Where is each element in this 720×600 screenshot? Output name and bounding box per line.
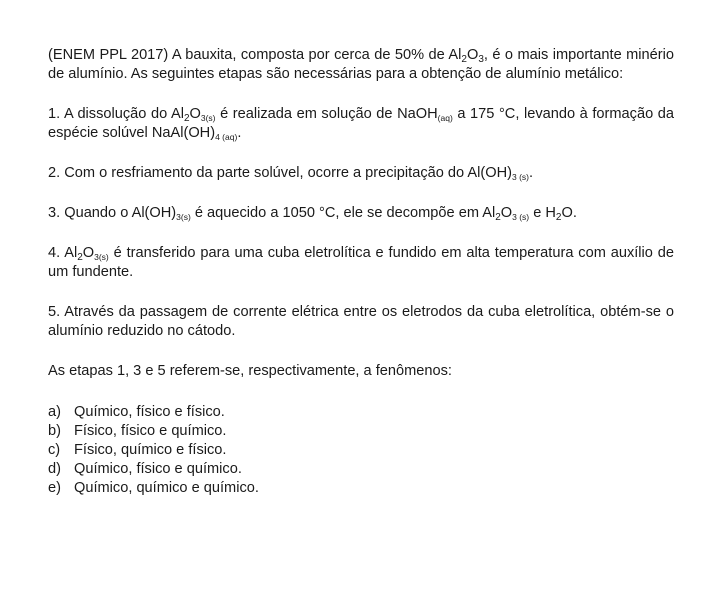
step-4 — [48, 244, 674, 282]
option-letter: a) — [48, 404, 61, 420]
option-text: Químico, químico e químico. — [74, 480, 259, 496]
step-text: é transferido para uma cuba eletrolítica e fundido em alta temperatura com auxílio de um fundente. — [48, 245, 674, 280]
step-1 — [48, 105, 674, 143]
subscript: 3 (s) — [512, 212, 530, 222]
option-text: Químico, físico e químico. — [74, 461, 242, 477]
subscript: 2 — [183, 113, 190, 124]
subscript: 3(s) — [94, 252, 109, 262]
step-text: . — [237, 125, 242, 141]
subscript: 4 (aq) — [215, 132, 238, 142]
step-text: 1. A dissolução do Al — [48, 106, 184, 122]
step-text: 5. Através da passagem de corrente elétrica entre os eletrodos da cuba eletrolítica, obtém-se o alumínio reduzido no cátodo. — [48, 304, 674, 339]
step-text: O — [189, 106, 201, 122]
step-text: é aquecido a 1050 °C, ele se decompõe em Al — [190, 205, 496, 221]
step-text: 2. Com o resfriamento da parte solúvel, ocorre a precipitação do Al(OH) — [48, 165, 512, 181]
step-2 — [48, 164, 674, 183]
subscript: 3 — [478, 54, 484, 65]
subscript: 2 — [461, 54, 467, 65]
intro-text: O — [466, 47, 479, 63]
subscript: 3 (s) — [511, 172, 529, 182]
option-e[interactable] — [48, 479, 674, 498]
step-text: 3. Quando o Al(OH) — [48, 205, 177, 221]
option-letter: b) — [48, 423, 61, 439]
option-letter: d) — [48, 461, 61, 477]
step-text: O — [500, 205, 513, 221]
subscript: 2 — [77, 252, 83, 263]
question-block — [48, 46, 674, 498]
intro-text: (ENEM PPL 2017) A bauxita, composta por cerca de 50% de Al — [48, 47, 462, 63]
answer-options — [48, 403, 674, 498]
step-3 — [48, 204, 674, 223]
step-text: O. — [561, 205, 577, 221]
step-text: é realizada em solução de NaOH — [215, 106, 438, 122]
option-d[interactable] — [48, 460, 674, 479]
option-letter: e) — [48, 480, 61, 496]
subscript: (aq) — [437, 113, 453, 123]
subscript: 2 — [555, 212, 562, 223]
subscript: 3(s) — [200, 113, 216, 123]
step-text: e H — [529, 205, 556, 221]
step-text: a 175 °C, levando à formação da espécie solúvel NaAl(OH) — [48, 106, 674, 141]
step-text: 4. Al — [48, 245, 78, 261]
step-5 — [48, 303, 674, 341]
option-letter: c) — [48, 442, 61, 458]
option-text: Físico, químico e físico. — [74, 442, 227, 458]
intro-text: , é o mais importante minério de alumínio. As seguintes etapas são necessárias para a obtenção de alumínio metálico: — [48, 47, 674, 82]
subscript: 3(s) — [176, 212, 191, 222]
option-text: Químico, físico e físico. — [74, 404, 225, 420]
step-text: . — [528, 165, 534, 181]
option-text: Físico, físico e químico. — [74, 423, 227, 439]
option-a[interactable] — [48, 403, 674, 422]
question-intro — [48, 46, 674, 84]
option-b[interactable] — [48, 422, 674, 441]
step-text: O — [82, 245, 95, 261]
question-prompt: As etapas 1, 3 e 5 referem-se, respectivamente, a fenômenos: — [48, 363, 452, 379]
option-c[interactable] — [48, 441, 674, 460]
subscript: 2 — [495, 212, 501, 223]
